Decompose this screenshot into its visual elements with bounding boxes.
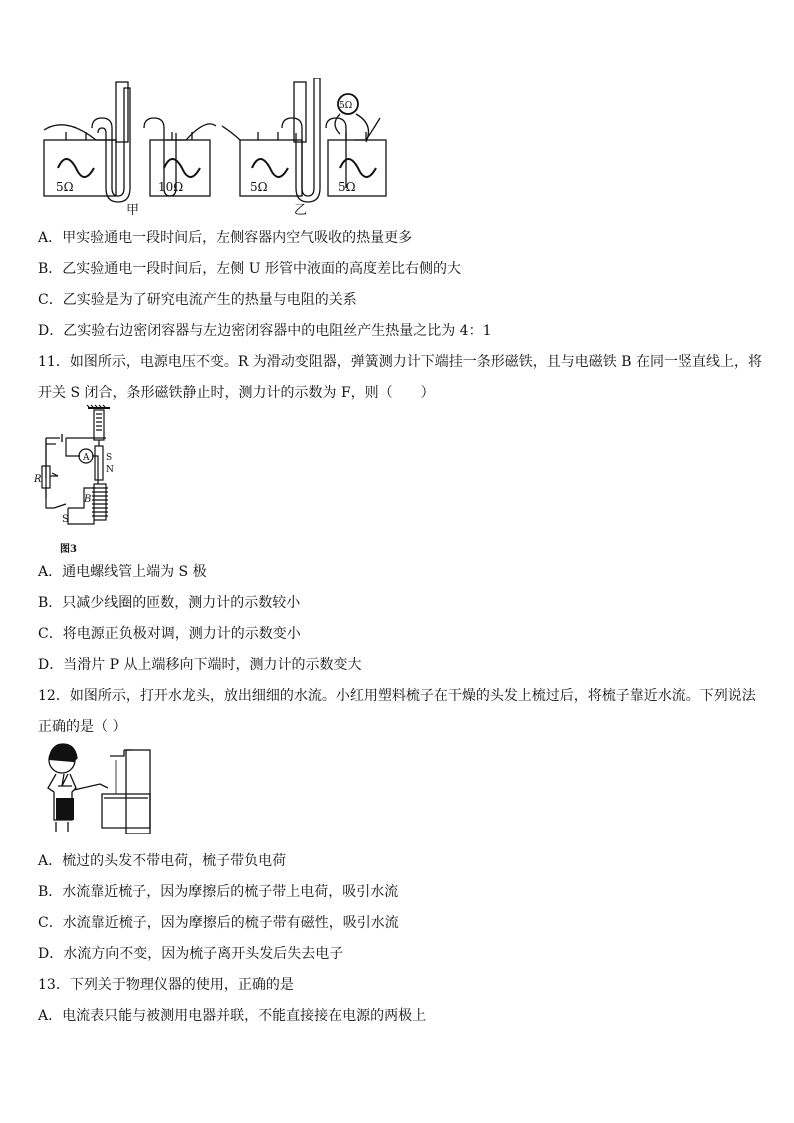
circuit-label-ammeter: A xyxy=(83,453,90,463)
circuit-caption: 图3 xyxy=(60,544,77,555)
circuit-label-b: B xyxy=(84,494,92,505)
q12-option-a: A．梳过的头发不带电荷，梳子带负电荷 xyxy=(38,853,287,869)
q12-stem-line1: 12．如图所示，打开水龙头，放出细细的水流。小红用塑料梳子在干燥的头发上梳过后，将梳子靠近水流。下列说法 xyxy=(38,688,756,704)
circuit-label-r: R xyxy=(34,474,42,485)
q13-option-a: A．电流表只能与被测用电器并联，不能直接接在电源的两极上 xyxy=(38,1008,427,1024)
joule-label-yi: 乙 xyxy=(294,203,308,218)
joule-r-right-top: 5Ω xyxy=(339,101,353,111)
q12-option-b: B．水流靠近梳子，因为摩擦后的梳子带上电荷，吸引水流 xyxy=(38,884,399,900)
joule-label-jia: 甲 xyxy=(126,203,140,218)
circuit-label-switch: S xyxy=(62,514,69,525)
girl-comb-water-figure xyxy=(40,742,156,834)
q11-option-c: C．将电源正负极对调，测力计的示数变小 xyxy=(38,626,301,642)
q12-stem-line2: 正确的是（ ） xyxy=(38,719,127,735)
q10-option-b: B．乙实验通电一段时间后，左侧 U 形管中液面的高度差比右侧的大 xyxy=(38,261,461,277)
q11-option-d: D．当滑片 P 从上端移向下端时，测力计的示数变大 xyxy=(38,657,362,673)
q11-option-b: B．只减少线圈的匝数，测力计的示数较小 xyxy=(38,595,301,611)
q10-option-a: A．甲实验通电一段时间后，左侧容器内空气吸收的热量更多 xyxy=(38,230,413,246)
joule-r-left-b: 10Ω xyxy=(158,180,184,194)
magnet-pole-n: N xyxy=(106,465,114,475)
q10-option-c: C．乙实验是为了研究电流产生的热量与电阻的关系 xyxy=(38,292,357,308)
q12-option-d: D．水流方向不变，因为梳子离开头发后失去电子 xyxy=(38,946,344,962)
circuit-figure xyxy=(34,404,134,556)
q11-stem-line2: 开关 S 闭合，条形磁铁静止时，测力计的示数为 F，则（ ） xyxy=(38,385,435,401)
q11-option-a: A．通电螺线管上端为 S 极 xyxy=(38,564,207,580)
q11-stem-line1: 11．如图所示，电源电压不变。R 为滑动变阻器，弹簧测力计下端挂一条形磁铁，且与电磁铁 B 在同一竖直线上，将 xyxy=(38,354,762,370)
joule-r-right-b: 5Ω xyxy=(338,180,356,194)
joule-experiment-figure xyxy=(36,78,396,218)
q12-option-c: C．水流靠近梳子，因为摩擦后的梳子带有磁性，吸引水流 xyxy=(38,915,399,931)
joule-r-left-a: 5Ω xyxy=(56,180,74,194)
q10-option-d: D．乙实验右边密闭容器与左边密闭容器中的电阻丝产生热量之比为 4：1 xyxy=(38,323,492,339)
q13-stem: 13．下列关于物理仪器的使用，正确的是 xyxy=(38,977,294,993)
joule-r-right-a: 5Ω xyxy=(250,180,268,194)
magnet-pole-s: S xyxy=(106,453,113,463)
